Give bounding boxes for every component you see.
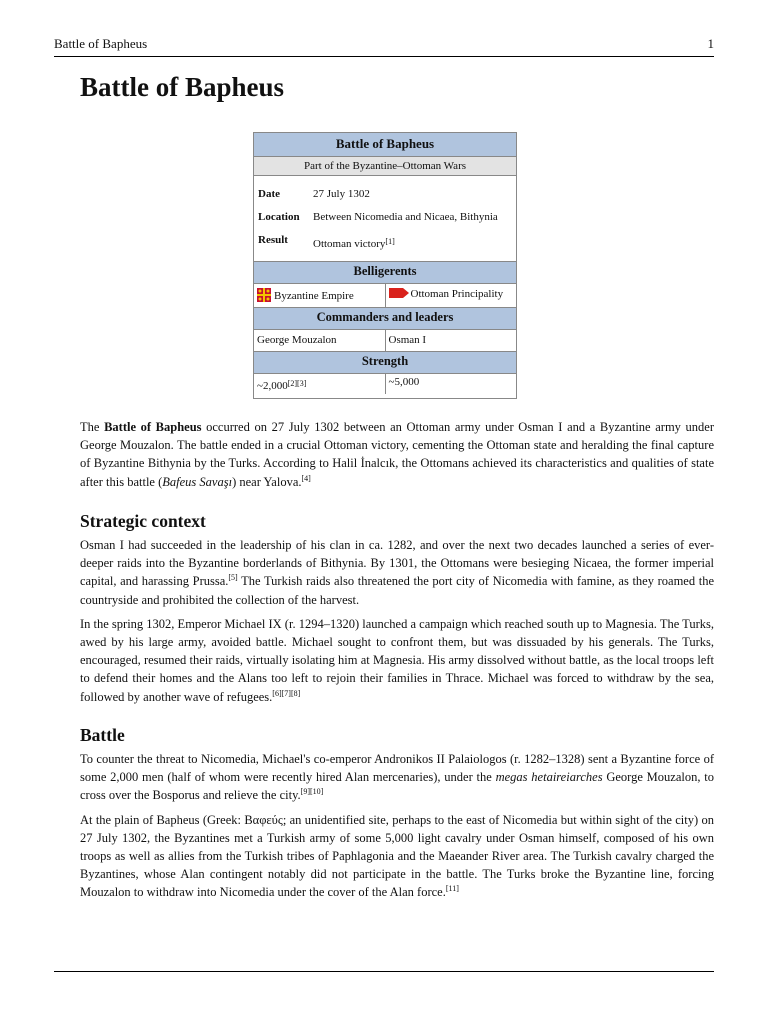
location-value: Between Nicomedia and Nicaea, Bithynia [313,211,498,223]
infobox [253,132,517,399]
strength-1-cell [254,374,385,398]
date-label: Date [258,188,280,200]
intro-bold-title: Battle of Bapheus [104,420,202,434]
strategic-p1-text-a: Osman I had succeeded in the leadership of his clan in ca. 1282, and over the next two decades launched a series of ever-deeper raids into the Byzantine borderlands of Bithynia. By 1301, the Ottomans were besieging Nicaea, the former imperial capital, and harassing Prussa. [80,538,714,589]
strength-heading: Strength [254,351,516,374]
intro-section [80,418,714,497]
strategic-heading: Strategic context [80,511,206,531]
battle-p1-italic: megas hetaireiarches [495,770,603,785]
page-number: 1 [707,36,714,51]
commanders-row [254,330,516,351]
location-label: Location [258,211,300,223]
battle-p2-ref[interactable]: [11] [445,884,459,894]
battle-section [80,750,714,908]
battle-p1-ref[interactable]: [9][10] [300,787,324,797]
infobox-row-result [258,234,513,251]
result-value: Ottoman victory [313,238,386,250]
intro-text-b: occurred on 27 July 1302 between an Ottoman army under Osman I and a Byzantine army under George Mouzalon. The battle ended in a crucial Ottoman victory, cementing the Ottoman state and heralding the final capture of Byzantine Bithynia by the Turks. According to Halil İnalcık, the Ottomans achieved its characteristics and qualities of state after this battle ( [80,420,714,489]
strategic-p2-ref[interactable]: [6][7][8] [272,688,301,698]
belligerent-2-label[interactable]: Ottoman Principality [410,288,504,300]
date-value: 27 July 1302 [313,188,370,200]
result-ref[interactable]: [1] [385,237,395,246]
result-label: Result [258,234,288,246]
intro-italic: Bafeus Savaşı [162,474,233,489]
strength-row [254,374,516,398]
battle-paragraph-2 [80,811,714,902]
ottoman-flag-icon [389,288,409,298]
infobox-subtitle: Part of the Byzantine–Ottoman Wars [254,156,516,176]
infobox-summary [254,176,516,261]
footer-rule [54,971,714,972]
intro-paragraph [80,418,714,491]
running-header [54,36,714,52]
battle-p2-text: At the plain of Bapheus (Greek: Βαφεύς; an unidentified site, perhaps to the east of Nicomedia but within sight of the city) on 27 July 1302, the Byzantines met a Turkish army of some 5,000 light cavalry under Osman himself, composed of his own troops as well as allies from the Turkish tribes of Paphlagonia and the Maeander River area. The Turkish cavalry charged the Byzantines, whose Alan contingent notably did not participate in the battle. The Turks broke the Byzantine line, forcing Mouzalon to withdraw into Nicomedia under the cover of the Alan force. [80,812,714,900]
battle-p1-text-b: George Mouzalon, to cross over the Bosporus and relieve the city. [80,770,714,803]
belligerents-row [254,284,516,307]
belligerent-byzantine [254,284,385,307]
intro-text-a: The [80,420,105,434]
battle-heading: Battle [80,725,125,745]
page-title: Battle of Bapheus [80,72,285,102]
result-value-wrap [313,234,513,251]
strategic-p2-text: In the spring 1302, Emperor Michael IX (r. 1294–1320) launched a campaign which reached south up to Magnesia. The Turks, awed by his large army, avoided battle. Michael sought to confront them, but was dissuaded by his generals. The Turks, encouraged, resumed their raids, virtually isolating him at Magnesia. His army dissolved without battle, as the local troops left to defend their homes and the Alans too left to rejoin their families in Thrace. Michael was forced to withdraw by the sea, followed by another wave of refugees. [80,616,715,704]
byzantine-flag-icon [257,288,271,302]
intro-text-c: ) near Yalova. [232,474,302,489]
strategic-p1-text-b: The Turkish raids also threatened the port city of Nicomedia with famine, as they roamed the countryside and prohibited the collection of the harvest. [80,574,714,607]
running-header-title: Battle of Bapheus [54,36,148,51]
commander-1[interactable]: George Mouzalon [257,334,337,346]
commander-2[interactable]: Osman I [385,330,517,351]
infobox-row-location [258,211,513,224]
strategic-p1-ref[interactable]: [5] [228,573,238,583]
strength-2: ~5,000 [385,374,517,394]
strategic-paragraph-1 [80,536,714,609]
header-rule [54,56,714,57]
belligerent-ottoman [385,284,517,307]
infobox-title: Battle of Bapheus [254,133,516,156]
strength-1-ref[interactable]: [2][3] [287,379,307,388]
strength-1: ~2,000 [257,380,288,392]
intro-ref[interactable]: [4] [301,473,311,483]
infobox-row-date [258,188,513,201]
commanders-heading: Commanders and leaders [254,307,516,330]
strategic-paragraph-2 [80,615,714,706]
belligerents-heading: Belligerents [254,261,516,284]
strategic-section [80,536,714,712]
battle-p1-text-a: To counter the threat to Nicomedia, Michael's co-emperor Andronikos II Palaiologos (r. 1282–1328) sent a Byzantine force of some 2,000 men (half of whom were recently hired Alan mercenaries), under the [80,752,714,785]
belligerent-1-label[interactable]: Byzantine Empire [274,290,354,302]
battle-paragraph-1 [80,750,714,805]
